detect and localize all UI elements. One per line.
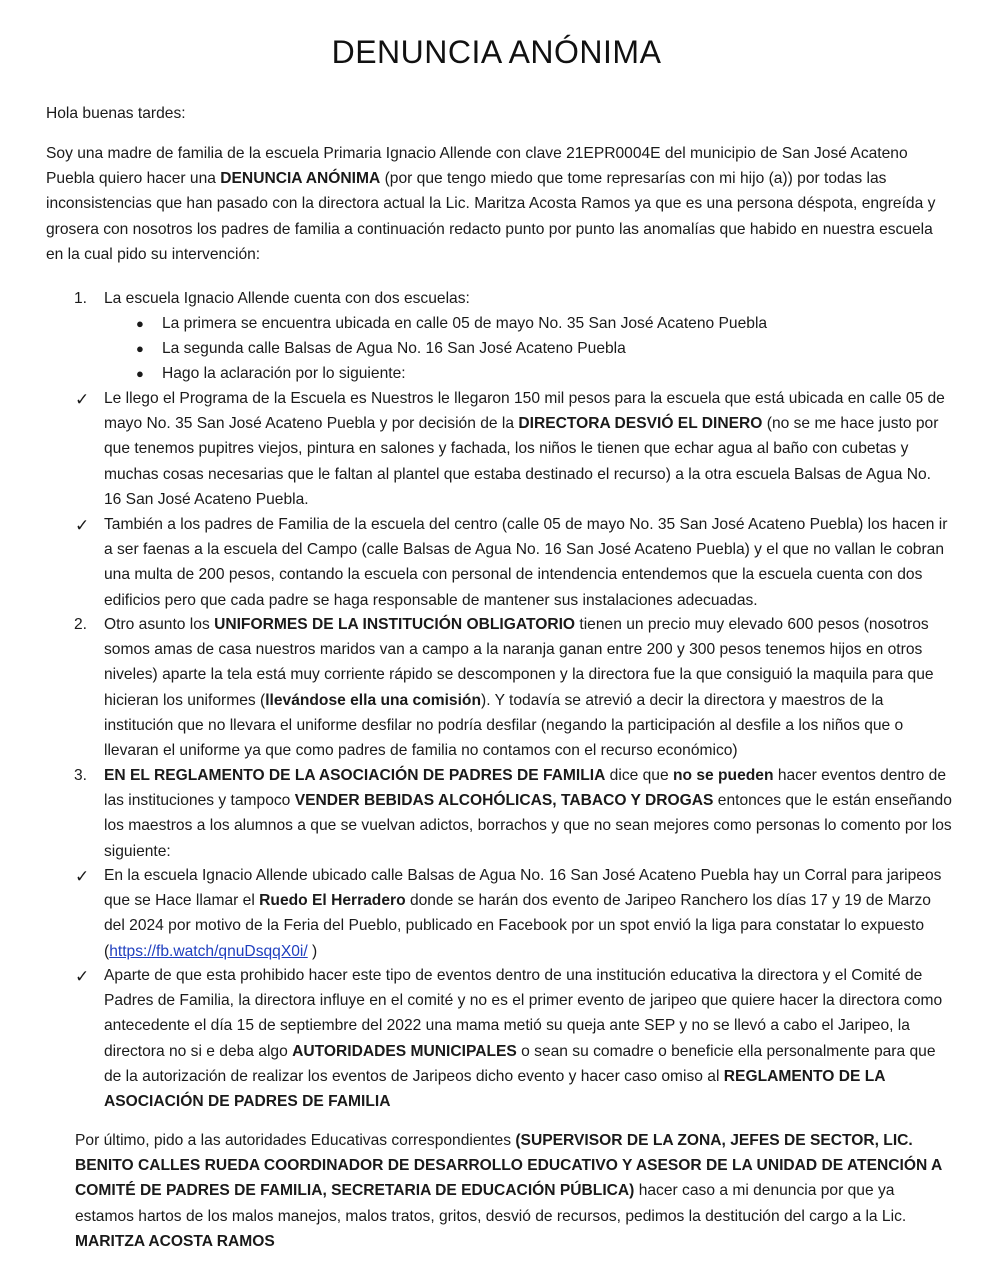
sub-bullet-text: La segunda calle Balsas de Agua No. 16 San José Acateno Puebla — [162, 340, 626, 357]
list-item-text: La escuela Ignacio Allende cuenta con dos escuelas: — [104, 290, 470, 307]
check-item-text: ) — [307, 942, 318, 960]
list-item-2 — [74, 612, 952, 763]
intro-paragraph — [46, 141, 946, 267]
list-number: 3. — [74, 767, 88, 784]
closing-bold: MARITZA ACOSTA RAMOS — [75, 1232, 275, 1250]
list-item-1 — [74, 286, 952, 311]
checkmark-icon: ✓ — [75, 516, 90, 535]
intro-bold: DENUNCIA ANÓNIMA — [220, 170, 381, 188]
list-item-text: dice que — [605, 767, 673, 784]
check-item-bold: DIRECTORA DESVIÓ EL DINERO — [518, 415, 763, 433]
check-item-1 — [75, 386, 952, 512]
check-item-text: Aparte de que esta prohibido hacer este tipo de eventos dentro de una institución educativa la directora y el Comité de Padres de Familia, la directora influye en el comité y no es el primer evento de jaripeo que quiere hacer la directora como antecedente el día 15 de septiembre del 2022 una mama metió su queja ante SEP y no se llevó a cabo el Jaripeo, la directora no si e deba algo — [104, 967, 943, 1060]
closing-bold: (SUPERVISOR DE LA ZONA, JEFES DE SECTOR, LIC. BENITO CALLES RUEDA COORDINADOR DE DESARROLLO EDUCATIVO Y ASESOR DE LA UNIDAD DE ATENCIÓN A COMITÉ DE PADRES DE FAMILIA, SECRETARIA DE EDUCACIÓN PÚBLICA) — [75, 1132, 942, 1200]
intro-text: Soy una madre de familia de la escuela Primaria Ignacio Allende con clave 21EPR0004E del municipio de San José Acateno Puebla quiero hacer una — [46, 145, 908, 188]
check-item-4 — [75, 963, 952, 1114]
check-item-text: Le llego el Programa de la Escuela es Nuestros le llegaron 150 mil pesos para la escuela que está ubicada en calle 05 de mayo No. 35 San José Acateno Puebla y por decisión de la — [104, 390, 945, 433]
check-item-text: (no se me hace justo por que tenemos pupitres viejos, pintura en salones y fachada, los niños le tienen que echar agua al baño con cubetas y muchas cosas necesarias que le faltan al plantel que estaba destinado el recurso) a la otra escuela Balsas de Agua No. 16 San José Acateno Puebla. — [104, 415, 939, 508]
check-item-3 — [75, 863, 952, 964]
sub-bullet — [136, 336, 862, 361]
greeting: Hola buenas tardes: — [46, 105, 186, 122]
list-number: 2. — [74, 616, 88, 633]
closing-paragraph — [75, 1128, 955, 1254]
bullet-icon: ● — [136, 366, 144, 381]
document-title: DENUNCIA ANÓNIMA — [331, 34, 662, 70]
check-item-bold: AUTORIDADES MUNICIPALES — [292, 1042, 517, 1060]
check-item-bold: Ruedo El Herradero — [259, 892, 406, 910]
sub-bullet-text: Hago la aclaración por lo siguiente: — [162, 365, 406, 382]
list-item-bold: no se pueden — [672, 767, 774, 784]
bullet-icon: ● — [136, 316, 144, 331]
check-item-text: En la escuela Ignacio Allende ubicado calle Balsas de Agua No. 16 San José Acateno Puebla hay un Corral para jaripeos que se Hace llamar el — [104, 867, 942, 910]
list-item-text: entonces que le están enseñando los maestros a los alumnos a que se vuelvan adictos, borrachos y que no sean mejores como personas lo comento por los siguiente: — [104, 792, 952, 860]
list-item-3 — [74, 763, 952, 864]
facebook-video-link[interactable]: https://fb.watch/qnuDsqqX0i/ — [109, 942, 308, 960]
closing-text: hacer caso a mi denuncia por que ya estamos hartos de los malos manejos, malos tratos, gritos, desvió de recursos, pedimos la destitución del cargo a la Lic. — [75, 1182, 907, 1225]
list-item-bold: UNIFORMES DE LA INSTITUCIÓN OBLIGATORIO — [214, 616, 576, 633]
check-item-text: donde se harán dos evento de Jaripeo Ranchero los días 17 y 19 de Marzo del 2024 por motivo de la Feria del Pueblo, publicado en Facebook por un spot envió la liga para constatar lo expuesto ( — [104, 892, 931, 960]
check-item-bold: REGLAMENTO DE LA ASOCIACIÓN DE PADRES DE FAMILIA — [104, 1067, 885, 1111]
checkmark-icon: ✓ — [75, 390, 90, 409]
sub-bullet — [136, 311, 862, 336]
list-item-text: ). Y todavía se atrevió a decir la directora y maestros de la institución que no llevara el uniforme desfilar no podría desfilar (negando la participación al desfile a los niños que o llevaran el uniforme ya que como padres de familia no contamos con el recurso económico) — [104, 691, 904, 760]
list-item-text: hacer eventos dentro de las instituciones y tampoco — [104, 767, 946, 810]
list-item-bold: VENDER BEBIDAS ALCOHÓLICAS, TABACO Y DROGAS — [294, 792, 714, 810]
sub-bullet — [136, 361, 862, 386]
checkmark-icon: ✓ — [75, 967, 90, 986]
list-item-text: tienen un precio muy elevado 600 pesos (nosotros somos amas de casa nuestros maridos van a campo a la naranja ganan entre 200 y 300 pesos tenemos hijos en otros niveles) aparte la tela está muy corriente rápido se descomponen y la directora fue la que consiguió la maquila para que hicieran los uniformes ( — [104, 616, 934, 709]
list-item-text: Otro asunto los — [104, 616, 215, 633]
sub-bullet-text: La primera se encuentra ubicada en calle 05 de mayo No. 35 San José Acateno Puebla — [162, 315, 768, 332]
list-item-bold: EN EL REGLAMENTO DE LA ASOCIACIÓN DE PADRES DE FAMILIA — [104, 767, 606, 784]
check-item-text: o sean su comadre o beneficie ella personalmente para que de la autorización de realizar los eventos de Jaripeos dicho evento y hacer caso omiso al — [104, 1042, 936, 1085]
bullet-icon: ● — [136, 341, 144, 356]
checkmark-icon: ✓ — [75, 867, 90, 886]
intro-text: (por que tengo miedo que tome represarías con mi hijo (a)) por todas las inconsistencias que han pasado con la directora actual la Lic. Maritza Acosta Ramos ya que es una persona déspota, engreída y grosera con nosotros los padres de familia a continuación redacto punto por punto las anomalías que habido en nuestra escuela en la cual pido su intervención: — [46, 170, 936, 263]
check-item-text: También a los padres de Familia de la escuela del centro (calle 05 de mayo No. 35 San José Acateno Puebla) los hacen ir a ser faenas a la escuela del Campo (calle Balsas de Agua No. 16 San José Acateno Puebla) y el que no vallan le cobran una multa de 200 pesos, contando la escuela con personal de intendencia entendemos que la escuela cuenta con dos edificios pero que cada padre se haga responsable de mantener sus instalaciones adecuadas. — [104, 516, 948, 609]
closing-text: Por último, pido a las autoridades Educativas correspondientes — [75, 1132, 516, 1149]
list-number: 1. — [74, 290, 88, 307]
check-item-2 — [75, 512, 952, 613]
list-item-bold: llevándose ella una comisión — [265, 691, 481, 709]
